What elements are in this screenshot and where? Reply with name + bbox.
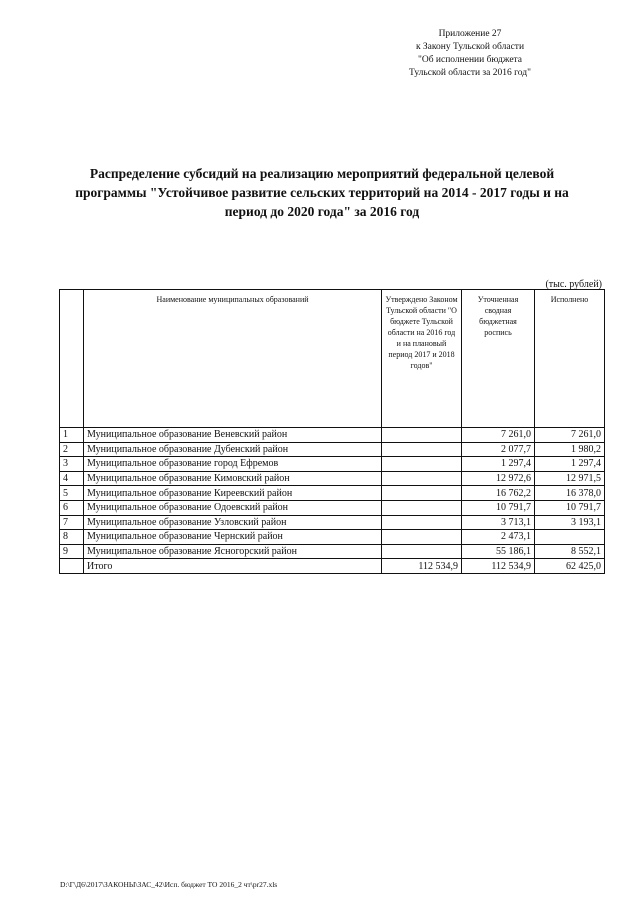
row-executed: 3 193,1 [535, 515, 605, 530]
row-revised: 16 762,2 [462, 486, 535, 501]
appendix-header [360, 28, 580, 80]
row-executed: 1 297,4 [535, 457, 605, 472]
document-title [62, 164, 582, 221]
file-path-footer: D:\Г\Д6\2017\ЗАКОНЫ\ЗАС_42\Исп. бюджет ТО 2016_2 чт\pr27.xls [60, 880, 278, 889]
units-label: (тыс. рублей) [545, 279, 602, 290]
table-row [60, 530, 605, 545]
appendix-line: Тульской области за 2016 год" [409, 68, 531, 78]
total-name: Итого [84, 559, 382, 574]
column-header-name: Наименование муниципальных образований [84, 290, 382, 428]
row-approved [382, 500, 462, 515]
column-header-revised: Уточненная сводная бюджетная роспись [462, 290, 535, 428]
table-row [60, 428, 605, 443]
row-name: Муниципальное образование город Ефремов [84, 457, 382, 472]
appendix-line: "Об исполнении бюджета [417, 55, 523, 65]
row-executed: 16 378,0 [535, 486, 605, 501]
row-number: 7 [60, 515, 84, 530]
row-revised: 3 713,1 [462, 515, 535, 530]
row-number: 6 [60, 500, 84, 515]
title-line: Распределение субсидий на реализацию мероприятий федеральной целевой [89, 166, 555, 181]
row-name: Муниципальное образование Дубенский район [84, 442, 382, 457]
row-revised: 55 186,1 [462, 544, 535, 559]
row-executed: 8 552,1 [535, 544, 605, 559]
row-name: Муниципальное образование Ясногорский район [84, 544, 382, 559]
table-row [60, 500, 605, 515]
row-approved [382, 428, 462, 443]
appendix-line: Приложение 27 [438, 29, 502, 39]
row-approved [382, 442, 462, 457]
table-row [60, 486, 605, 501]
table-row [60, 515, 605, 530]
table-row [60, 442, 605, 457]
row-revised: 12 972,6 [462, 471, 535, 486]
row-name: Муниципальное образование Узловский район [84, 515, 382, 530]
title-line: программы "Устойчивое развитие сельских территорий на 2014 - 2017 годы и на [75, 185, 569, 200]
total-executed: 62 425,0 [535, 559, 605, 574]
column-header-num [60, 290, 84, 428]
row-name: Муниципальное образование Чернский район [84, 530, 382, 545]
total-number [60, 559, 84, 574]
row-executed [535, 530, 605, 545]
row-revised: 7 261,0 [462, 428, 535, 443]
table-row [60, 544, 605, 559]
row-name: Муниципальное образование Веневский район [84, 428, 382, 443]
table-row [60, 471, 605, 486]
row-approved [382, 457, 462, 472]
column-header-executed: Исполнено [535, 290, 605, 428]
row-number: 9 [60, 544, 84, 559]
row-number: 3 [60, 457, 84, 472]
row-approved [382, 544, 462, 559]
table-header-row [60, 290, 605, 428]
row-name: Муниципальное образование Одоевский район [84, 500, 382, 515]
row-executed: 7 261,0 [535, 428, 605, 443]
row-name: Муниципальное образование Киреевский район [84, 486, 382, 501]
total-revised: 112 534,9 [462, 559, 535, 574]
appendix-line: к Закону Тульской области [415, 42, 525, 52]
row-revised: 2 473,1 [462, 530, 535, 545]
row-number: 4 [60, 471, 84, 486]
row-approved [382, 515, 462, 530]
row-approved [382, 530, 462, 545]
subsidy-table [59, 289, 605, 574]
row-number: 2 [60, 442, 84, 457]
row-approved [382, 471, 462, 486]
row-revised: 1 297,4 [462, 457, 535, 472]
row-revised: 10 791,7 [462, 500, 535, 515]
table-total-row [60, 559, 605, 574]
row-approved [382, 486, 462, 501]
row-executed: 10 791,7 [535, 500, 605, 515]
row-number: 8 [60, 530, 84, 545]
row-number: 1 [60, 428, 84, 443]
row-revised: 2 077,7 [462, 442, 535, 457]
total-approved: 112 534,9 [382, 559, 462, 574]
row-executed: 12 971,5 [535, 471, 605, 486]
row-executed: 1 980,2 [535, 442, 605, 457]
table-row [60, 457, 605, 472]
row-name: Муниципальное образование Кимовский район [84, 471, 382, 486]
column-header-approved: Утверждено Законом Тульской области "О бюджете Тульской области на 2016 год и на плановый период 2017 и 2018 годов" [382, 290, 462, 428]
title-line: период до 2020 года" за 2016 год [224, 204, 420, 219]
row-number: 5 [60, 486, 84, 501]
